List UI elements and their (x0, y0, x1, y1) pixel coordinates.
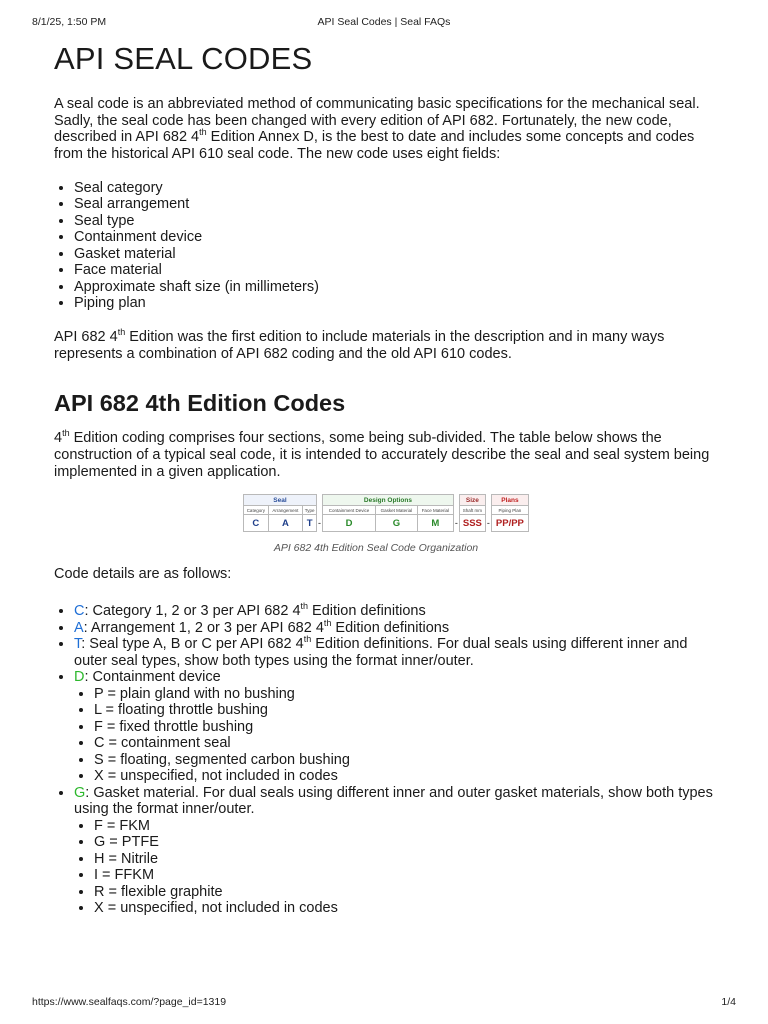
section-heading: API 682 4th Edition Codes (54, 390, 346, 417)
group-size: Size (459, 495, 485, 506)
list-item: • I = FFKM (94, 867, 718, 884)
containment-options-list (74, 686, 718, 785)
list-item: • Piping plan (74, 295, 718, 312)
list-item: • Gasket material (74, 246, 718, 263)
print-page-title: API Seal Codes | Seal FAQs (317, 16, 451, 28)
list-item: • P = plain gland with no bushing (94, 686, 718, 703)
list-item: • L = floating throttle bushing (94, 702, 718, 719)
subheader-shaft: Shaft mm (459, 506, 485, 515)
detail-item-t: • T: Seal type A, B or C per API 682 4th Edition definitions. For dual seals using different inner and outer seal types, show both types using the format inner/outer. (74, 636, 718, 669)
code-m: M (417, 515, 453, 532)
code-details-list (54, 603, 718, 917)
group-design-options: Design Options (322, 495, 453, 506)
code-d: D (322, 515, 375, 532)
code-pp: PP/PP (491, 515, 528, 532)
code-letter: D (74, 669, 85, 686)
print-page-number: 1/4 (721, 996, 736, 1008)
coding-paragraph: 4th Edition coding comprises four sections, some being sub-divided. The table below shows the construction of a typical seal code, it is intended to accurately describe the seal and seal system being implemented in a given application. (54, 428, 710, 480)
gasket-options-list (74, 818, 718, 917)
subheader-gasket: Gasket Material (376, 506, 418, 515)
page-title: API SEAL CODES (54, 41, 313, 76)
group-plans: Plans (491, 495, 528, 506)
print-url: https://www.sealfaqs.com/?page_id=1319 (32, 996, 227, 1008)
code-g: G (376, 515, 418, 532)
group-seal: Seal (244, 495, 317, 506)
list-item: • S = floating, segmented carbon bushing (94, 752, 718, 769)
list-item: • Approximate shaft size (in millimeters) (74, 279, 718, 296)
subheader-face: Face Material (417, 506, 453, 515)
list-item: • H = Nitrile (94, 851, 718, 868)
detail-item-a: • A: Arrangement 1, 2 or 3 per API 682 4th Edition definitions (74, 620, 718, 637)
subheader-containment: Containment Device (322, 506, 375, 515)
subheader-type: Type (304, 507, 315, 513)
code-a: A (268, 515, 303, 532)
code-letter: A (74, 619, 84, 636)
article-content (54, 38, 718, 917)
list-item: • Seal type (74, 213, 718, 230)
list-item: • G = PTFE (94, 834, 718, 851)
intro-paragraph: A seal code is an abbreviated method of communicating basic specifications for the mechanical seal. Sadly, the seal code has been changed with every edition of API 682. Fortunately, the new code, described in API 682 4th Edition Annex D, is the best to date and includes some concepts and codes from the historical API 610 seal code. The new code uses eight fields: (54, 96, 700, 163)
list-item: • Seal category (74, 180, 718, 197)
edition-paragraph: API 682 4th Edition was the first edition to include materials in the description and in many ways represents a combination of API 682 coding and the old API 610 codes. (54, 326, 665, 362)
code-sss: SSS (459, 515, 485, 532)
list-item: • C = containment seal (94, 735, 718, 752)
fields-list (54, 180, 718, 312)
seal-code-figure (54, 494, 718, 554)
subheader-category: Category (244, 506, 269, 515)
code-separator: - (485, 515, 491, 532)
detail-item-d: • D: Containment device • P = plain gland with no bushing • L = floating throttle bushing • F = fixed throttle bushing • C = containment seal • S = floating, segmented carbon bushing • X = unspecified, not included in codes (74, 669, 718, 785)
list-item: • X = unspecified, not included in codes (94, 768, 718, 785)
detail-item-g: • G: Gasket material. For dual seals using different inner and outer gasket materials, show both types using the format inner/outer. • F = FKM • G = PTFE • H = Nitrile • I = FFKM • R = flexible graphite • X = unspecified, not included in codes (74, 785, 718, 917)
print-datetime: 8/1/25, 1:50 PM (32, 16, 107, 28)
list-item: • R = flexible graphite (94, 884, 718, 901)
code-t: T (303, 515, 317, 532)
list-item: • X = unspecified, not included in codes (94, 900, 718, 917)
list-item: • Seal arrangement (74, 196, 718, 213)
list-item: • Face material (74, 262, 718, 279)
code-letter: G (74, 784, 86, 801)
subheader-arrangement: Arrangement (268, 506, 303, 515)
subheader-piping: Piping Plan (491, 506, 528, 515)
detail-item-c: • C: Category 1, 2 or 3 per API 682 4th Edition definitions (74, 603, 718, 620)
code-separator: - (316, 515, 322, 532)
list-item: • F = FKM (94, 818, 718, 835)
code-letter: T (74, 636, 82, 653)
code-separator: - (453, 515, 459, 532)
code-c: C (244, 515, 269, 532)
figure-caption: API 682 4th Edition Seal Code Organization (273, 542, 479, 555)
code-letter: C (74, 603, 85, 620)
code-details-intro: Code details are as follows: (54, 566, 232, 583)
list-item: • Containment device (74, 229, 718, 246)
seal-code-table (243, 494, 529, 532)
list-item: • F = fixed throttle bushing (94, 719, 718, 736)
